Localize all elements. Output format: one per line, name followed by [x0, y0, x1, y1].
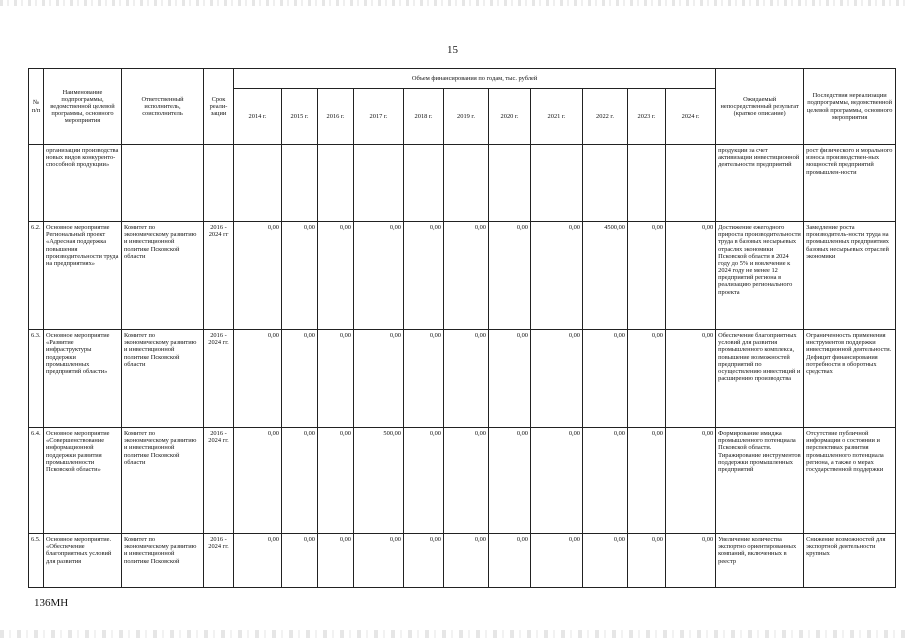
- cell-value: 0,00: [444, 534, 489, 588]
- cell-result: Формирование имиджа промышленного потенциала Псковской области. Тиражирование инструментов поддержки промышленных предприятий: [716, 428, 804, 534]
- header-year: 2015 г.: [282, 89, 318, 145]
- header-year: 2016 г.: [318, 89, 354, 145]
- cell-value: 0,00: [354, 330, 404, 428]
- cell-value: 0,00: [444, 330, 489, 428]
- cell-value: 0,00: [234, 330, 282, 428]
- cell-consequences: Отсутствие публичной информации о состоянии и перспективах развития промышленного потенциала региона, а также о мерах государственной поддержки: [804, 428, 896, 534]
- cell-value: 0,00: [318, 222, 354, 330]
- cell-value: 0,00: [404, 534, 444, 588]
- header-year: 2022 г.: [583, 89, 628, 145]
- cell-value: 0,00: [583, 534, 628, 588]
- cell-value: 0,00: [318, 330, 354, 428]
- cell-term: 2016 - 2024 гг.: [204, 428, 234, 534]
- cell-no: 6.5.: [29, 534, 44, 588]
- cell-name: Основное мероприятие. «Обеспечение благоприятных условий для развития: [44, 534, 122, 588]
- cell-executor: Комитет по экономическому развитию и инвестиционной политике Псковской области: [122, 330, 204, 428]
- document-code: 136МН: [34, 597, 69, 609]
- cell-value: 0,00: [628, 534, 666, 588]
- cell-value: 0,00: [404, 330, 444, 428]
- cell-name: организации производства новых видов конкуренто-способной продукции»: [44, 145, 122, 222]
- cell-value: [354, 145, 404, 222]
- cell-value: 0,00: [666, 428, 716, 534]
- cell-value: 0,00: [282, 428, 318, 534]
- page-number: 15: [447, 44, 458, 56]
- header-consequences: Последствия нереализации подпрограммы, ведомственной целевой программы, основного мероприятия: [804, 69, 896, 145]
- cell-value: 0,00: [583, 428, 628, 534]
- table-row: [29, 145, 896, 222]
- cell-executor: Комитет по экономическому развитию и инвестиционной политике Псковской: [122, 534, 204, 588]
- cell-value: [282, 145, 318, 222]
- cell-result: Увеличение количества экспортно ориентированных компаний, включенных в реестр: [716, 534, 804, 588]
- cell-no: [29, 145, 44, 222]
- header-year: 2023 г.: [628, 89, 666, 145]
- cell-value: 0,00: [404, 222, 444, 330]
- scan-noise-top: [0, 0, 905, 6]
- cell-value: 0,00: [489, 428, 531, 534]
- cell-consequences: Замедление роста производитель-ности труда на промышленных предприятиях базовых несырьевых отраслей экономики: [804, 222, 896, 330]
- cell-value: [628, 145, 666, 222]
- cell-value: [444, 145, 489, 222]
- header-result: Ожидаемый непосредственный результат (краткое описание): [716, 69, 804, 145]
- cell-value: 0,00: [282, 222, 318, 330]
- financing-table: [28, 68, 896, 588]
- header-executor: Ответственный исполнитель, соисполнитель: [122, 69, 204, 145]
- cell-value: 0,00: [234, 428, 282, 534]
- header-year: 2024 г.: [666, 89, 716, 145]
- cell-term: [204, 145, 234, 222]
- cell-value: 0,00: [531, 534, 583, 588]
- cell-value: 0,00: [628, 222, 666, 330]
- cell-value: [583, 145, 628, 222]
- cell-value: 0,00: [444, 428, 489, 534]
- cell-consequences: Ограниченность применения инструментов поддержки инвестиционной деятельности. Дефицит финансирования потребности в оборотных средствах: [804, 330, 896, 428]
- cell-no: 6.2.: [29, 222, 44, 330]
- cell-name: Основное мероприятие «Совершенствование информационной поддержки развития промышленности Псковской области»: [44, 428, 122, 534]
- cell-value: 0,00: [666, 534, 716, 588]
- cell-value: 0,00: [354, 534, 404, 588]
- cell-executor: [122, 145, 204, 222]
- cell-value: 500,00: [354, 428, 404, 534]
- cell-executor: Комитет по экономическому развитию и инвестиционной политике Псковской области: [122, 428, 204, 534]
- header-funding: Объем финансирования по годам, тыс. рублей: [234, 69, 716, 89]
- cell-value: 0,00: [404, 428, 444, 534]
- header-no: № п/п: [29, 69, 44, 145]
- cell-term: 2016 - 2024 гг.: [204, 330, 234, 428]
- cell-no: 6.4.: [29, 428, 44, 534]
- cell-value: 0,00: [489, 330, 531, 428]
- cell-result: продукции за счет активизации инвестиционной деятельности предприятий: [716, 145, 804, 222]
- cell-value: 0,00: [282, 534, 318, 588]
- cell-result: Достижение ежегодного прироста производительности труда в базовых несырьевых отраслях экономики Псковской области в 2024 году до 5% и вовлечение к 2024 году не менее 12 предприятий региона в реализацию регионального проекта: [716, 222, 804, 330]
- cell-value: 0,00: [531, 428, 583, 534]
- cell-value: [489, 145, 531, 222]
- cell-value: 0,00: [354, 222, 404, 330]
- cell-value: 0,00: [234, 534, 282, 588]
- table-row: [29, 428, 896, 534]
- header-term: Срок реали-зации: [204, 69, 234, 145]
- cell-value: [234, 145, 282, 222]
- cell-value: 0,00: [489, 534, 531, 588]
- scan-noise-bottom: [0, 630, 905, 638]
- header-year: 2021 г.: [531, 89, 583, 145]
- cell-value: 0,00: [531, 330, 583, 428]
- cell-value: 0,00: [318, 534, 354, 588]
- cell-name: Основное мероприятие «Развитие инфраструктуры поддержки промышленных предприятий области»: [44, 330, 122, 428]
- header-year: 2020 г.: [489, 89, 531, 145]
- header-year: 2017 г.: [354, 89, 404, 145]
- cell-value: [531, 145, 583, 222]
- cell-name: Основное мероприятие Региональный проект «Адресная поддержка повышения производительности труда на предприятиях»: [44, 222, 122, 330]
- header-year: 2018 г.: [404, 89, 444, 145]
- cell-value: 0,00: [282, 330, 318, 428]
- cell-value: [318, 145, 354, 222]
- cell-value: [666, 145, 716, 222]
- cell-value: 0,00: [318, 428, 354, 534]
- cell-term: 2016 - 2024 гг.: [204, 534, 234, 588]
- cell-term: 2016 - 2024 гг: [204, 222, 234, 330]
- cell-value: 0,00: [628, 428, 666, 534]
- cell-value: 0,00: [489, 222, 531, 330]
- cell-no: 6.3.: [29, 330, 44, 428]
- cell-result: Обеспечение благоприятных условий для развития промышленного комплекса, повышение возможностей предприятий по осуществлению инвестиций и расширению производства: [716, 330, 804, 428]
- header-year: 2014 г.: [234, 89, 282, 145]
- cell-value: 0,00: [666, 222, 716, 330]
- cell-executor: Комитет по экономическому развитию и инвестиционной политике Псковской области: [122, 222, 204, 330]
- cell-value: [404, 145, 444, 222]
- cell-consequences: рост физического и морального износа производствен-ных мощностей предприятий промышлен-ности: [804, 145, 896, 222]
- table-row: [29, 534, 896, 588]
- table-row: [29, 222, 896, 330]
- cell-value: 0,00: [444, 222, 489, 330]
- cell-value: 0,00: [234, 222, 282, 330]
- cell-value: 0,00: [666, 330, 716, 428]
- header-row-1: [29, 69, 896, 89]
- cell-value: 0,00: [628, 330, 666, 428]
- cell-value: 4500,00: [583, 222, 628, 330]
- header-year: 2019 г.: [444, 89, 489, 145]
- cell-consequences: Снижение возможностей для экспортной деятельности крупных: [804, 534, 896, 588]
- table-row: [29, 330, 896, 428]
- header-name: Наименование подпрограммы, ведомственной целевой программы, основного мероприятия: [44, 69, 122, 145]
- cell-value: 0,00: [583, 330, 628, 428]
- cell-value: 0,00: [531, 222, 583, 330]
